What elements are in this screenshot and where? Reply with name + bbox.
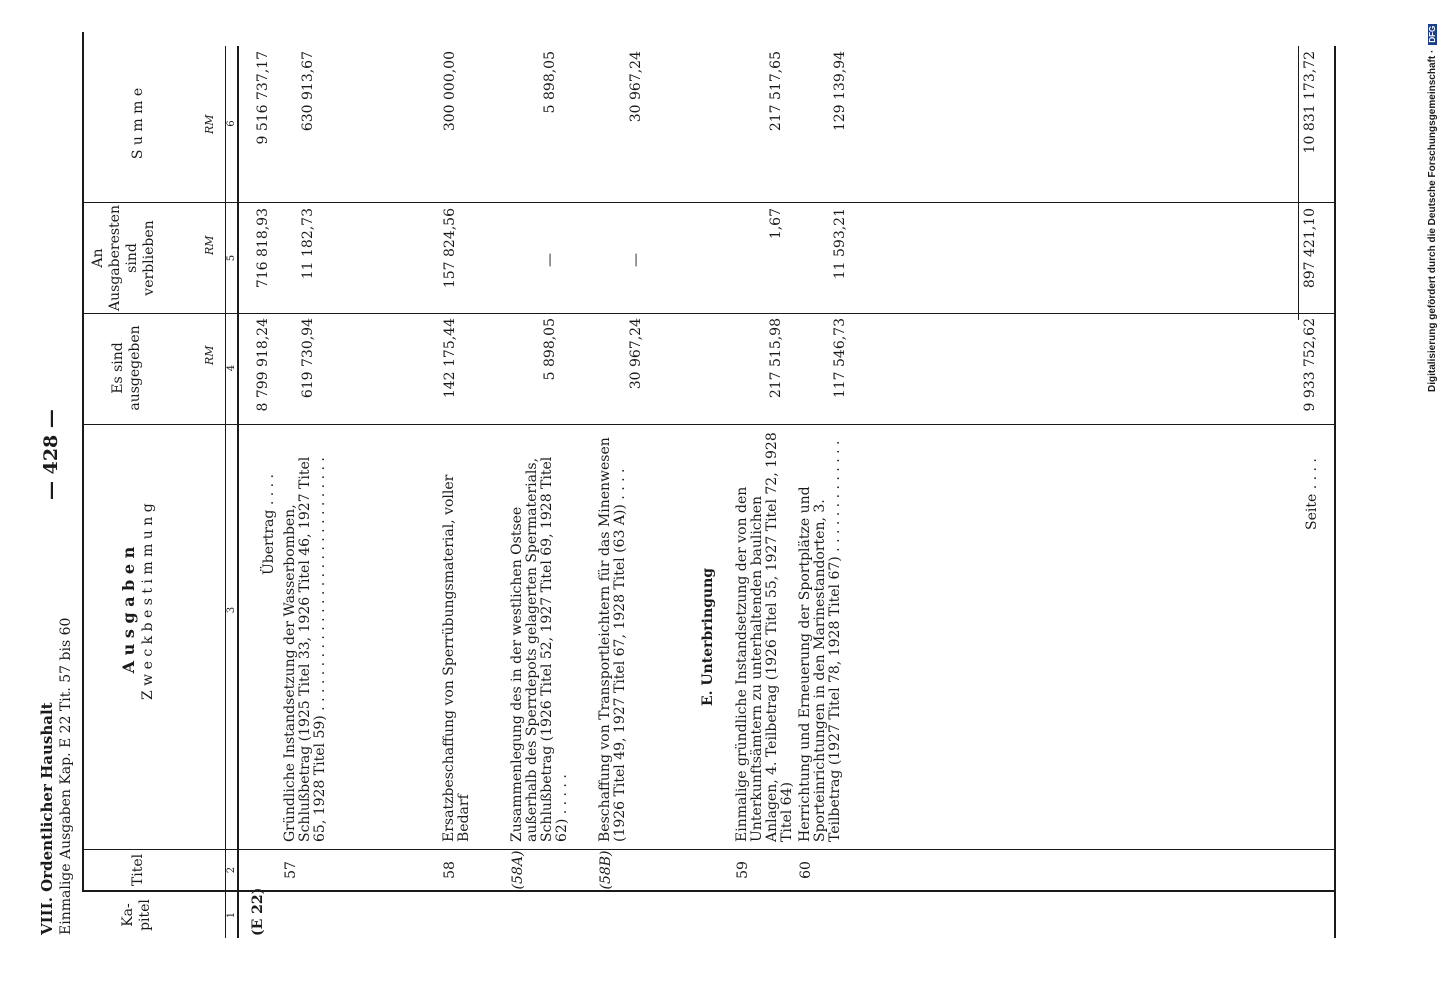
row-text: Beschaffung von Transportleichtern für das Minenwesen (1926 Titel 49, 1927 Titel 67, 1928 Titel (63 A)) . . . . [597, 437, 628, 842]
header-verblieben: An Ausgaberesten sind verblieben [90, 205, 157, 311]
header-zweckbestimmung: Z w e c k b e s t i m m u n g [140, 503, 156, 700]
header-bottom-rule [237, 46, 239, 938]
row-ausgegeben: 30 967,24 [628, 318, 644, 390]
row-verblieben: 11 182,73 [300, 208, 316, 280]
row-text: Gründliche Instandsetzung der Wasserbomben, Schlußbetrag (1925 Titel 33, 1926 Titel 46, 1927 Titel 65, 1928 Titel 59) . . . . . . . . . . . . . . . . . . . . . . . . . . . . . [282, 456, 328, 842]
divider-titel [82, 849, 1336, 850]
column-number-1: 1 [226, 911, 237, 919]
header-summe: S u m m e [130, 87, 146, 160]
row-verblieben: 1,67 [768, 208, 784, 240]
dfg-logo: DFG [1428, 25, 1437, 43]
column-number-6: 6 [226, 120, 237, 127]
column-number-2: 2 [226, 866, 237, 874]
row-titel: 58 [442, 861, 458, 879]
seite-summe: 10 831 173,72 [1302, 51, 1318, 154]
row-summe: 5 898,05 [542, 51, 558, 114]
unit-summe: RM [203, 114, 216, 134]
section-title: E. Unterbringung [700, 567, 716, 707]
unit-ausgegeben: RM [203, 345, 216, 365]
row-verblieben: 11 593,21 [832, 208, 848, 280]
row-verblieben: — [542, 253, 558, 267]
header-ausgegeben: Es sind ausgegeben [110, 325, 143, 411]
divider-ausgegeben [82, 424, 1336, 425]
row-ausgegeben: 142 175,44 [442, 318, 458, 399]
row-ausgegeben: 117 546,73 [832, 318, 848, 399]
column-number-3: 3 [226, 606, 237, 614]
table-top-rule [82, 32, 84, 890]
row-verblieben: 157 824,56 [442, 208, 458, 289]
row-titel: (58A) [510, 850, 526, 890]
divider-summe [82, 202, 1336, 203]
table-bottom-rule [1334, 46, 1336, 938]
seite-ausgegeben: 9 933 752,62 [1302, 318, 1318, 412]
table-left-border [82, 890, 1336, 892]
row-titel: 57 [283, 861, 299, 879]
seite-label: Seite . . . . [1304, 458, 1320, 530]
row-text: Einmalige gründliche Instandsetzung der von den Unterkunftsämtern zu unterhaltenden baulichen Anlagen, 4. Teilbetrag (1926 Titel 55, 1927 Titel 72, 1928 Titel 64) [734, 432, 795, 842]
row-summe: 30 967,24 [628, 51, 644, 123]
row-summe: 300 000,00 [442, 51, 458, 132]
page-number: — 428 — [40, 409, 62, 500]
uebertrag-summe: 9 516 737,17 [255, 51, 271, 145]
row-ausgegeben: 619 730,94 [300, 318, 316, 399]
row-text: Zusammenlegung des in der westlichen Ostsee außerhalb des Sperrdepots gelagerten Spermaterials, Schlußbetrag (1926 Titel 52, 1927 Titel 69, 1928 Titel 62) . . . . . [509, 456, 570, 842]
dfg-credit [1420, 24, 1439, 392]
dfg-credit-text: Digitalisierung gefördert durch die Deutsche Forschungsgemeinschaft · [1427, 49, 1438, 392]
sum-rule [1298, 46, 1299, 320]
row-ausgegeben: 5 898,05 [542, 318, 558, 381]
document-title: VIII. Ordentlicher Haushalt [38, 702, 56, 935]
uebertrag-verblieben: 716 818,93 [255, 208, 271, 289]
row-summe: 217 517,65 [768, 51, 784, 132]
row-verblieben: — [628, 253, 644, 267]
row-titel: 59 [735, 861, 751, 879]
uebertrag-label: Übertrag . . . . [261, 474, 277, 575]
row-ausgegeben: 217 515,98 [768, 318, 784, 399]
uebertrag-ausgegeben: 8 799 918,24 [255, 318, 271, 412]
header-titel: Titel [130, 853, 146, 887]
seite-verblieben: 897 421,10 [1302, 208, 1318, 289]
divider-verblieben [82, 313, 1336, 314]
row-text: Herrichtung und Erneuerung der Sportplätze und Sporteinrichtungen in den Marinestandorten, 3. Teilbetrag (1927 Titel 78, 1928 Titel 67) . . . . . . . . . . . . . [797, 440, 843, 842]
row-titel: (58B) [598, 850, 614, 890]
row-summe: 630 913,67 [300, 51, 316, 132]
column-number-5: 5 [226, 254, 237, 262]
row-summe: 129 139,94 [832, 51, 848, 132]
row-text: Ersatzbeschaffung von Sperrübungsmaterial, voller Bedarf [441, 474, 472, 842]
kapitel-value: (E 22) [250, 887, 266, 936]
header-kapitel: Ka- pitel [120, 899, 153, 931]
row-titel: 60 [798, 861, 814, 879]
column-number-4: 4 [226, 364, 237, 372]
unit-verblieben: RM [203, 235, 216, 255]
header-ausgaben: A u s g a b e n [119, 546, 138, 674]
document-subtitle: Einmalige Ausgaben Kap. E 22 Tit. 57 bis 60 [58, 617, 74, 935]
